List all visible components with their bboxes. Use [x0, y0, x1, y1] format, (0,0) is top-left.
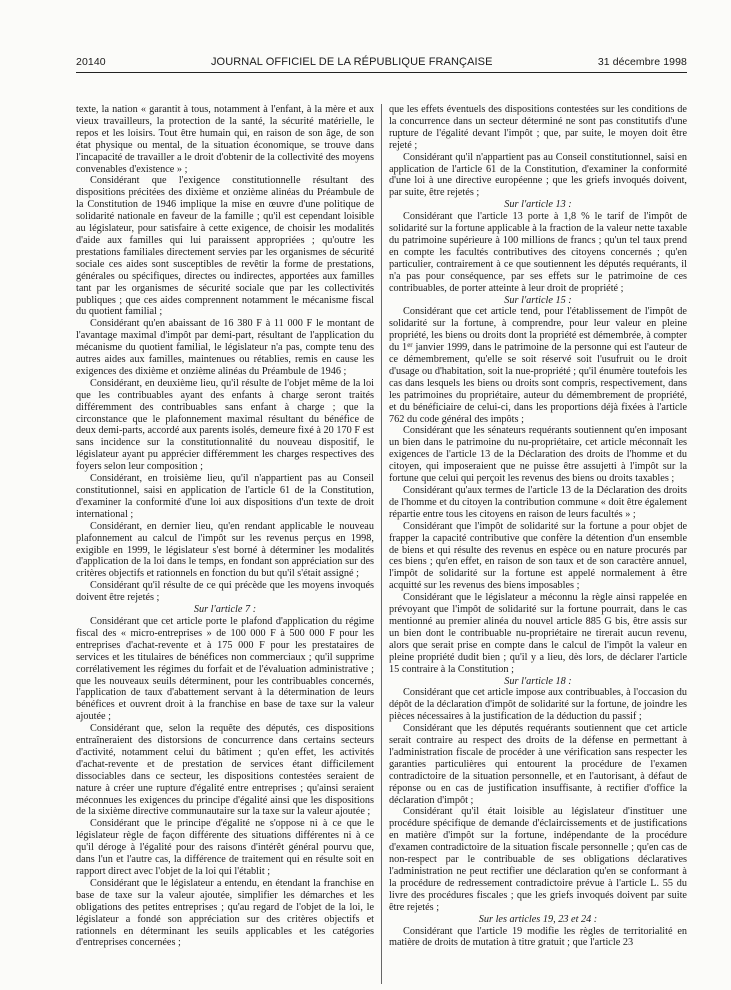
paragraph: Considérant, en deuxième lieu, qu'il résulte de l'objet même de la loi que les contribuables ayant des enfants à charge seront traités différemment des contribuables sans enfant à charge ; que la circonstance que le plafonnement maximal résultant du bénéfice de deux demi-parts, accordé aux parents isolés, demeure fixé à 20 170 F est sans incidence sur la constitutionnalité du nouveau dispositif, le législateur ayant pu apprécier différemment les charges respectives des foyers selon leur composition ; [76, 377, 374, 473]
paragraph: Considérant que l'article 13 porte à 1,8 % le tarif de l'impôt de solidarité sur la fortune applicable à la fraction de la valeur nette taxable du patrimoine supérieure à 100 millions de francs ; qu'un tel taux prend en compte les facultés contributives des citoyens concernés ; qu'en particulier, contrairement à ce que soutiennent les députés requérants, il n'a pas pour conséquence, par ses effets sur le patrimoine de ces contribuables, de porter atteinte à leur droit de propriété ; [389, 211, 687, 294]
left-column [76, 104, 374, 984]
paragraph: Considérant qu'il résulte de ce qui précède que les moyens invoqués doivent être rejetés ; [76, 580, 374, 604]
paragraph: Considérant que les députés requérants soutiennent que cet article serait contraire au respect des droits de la défense en permettant à l'administration fiscale de procéder à une vérification sans respecter les garanties particulières qui entourent la procédure de l'examen contradictoire de la situation personnelle, et en l'autorisant, à défaut de réponse ou en cas de justification insuffisante, à rectifier d'office la déclaration d'impôt ; [389, 723, 687, 806]
column-divider [381, 104, 382, 984]
paragraph: Considérant qu'en abaissant de 16 380 F à 11 000 F le montant de l'avantage maximal d'impôt par demi-part, résultant de l'application du mécanisme du quotient familial, le législateur n'a pas, compte tenu des autres aides aux familles, maintenues ou rétablies, remis en cause les exigences des dixième et onzième alinéas du Préambule de 1946 ; [76, 318, 374, 377]
right-column [389, 104, 687, 984]
text-columns [76, 104, 687, 984]
section-subheading: Sur l'article 15 : [504, 294, 572, 306]
publication-date: 31 décembre 1998 [597, 56, 687, 68]
header-rule [76, 72, 687, 73]
page-header [76, 56, 687, 68]
paragraph: que les effets éventuels des dispositions contestées sur les conditions de la concurrence dans un secteur déterminé ne sont pas constitutifs d'une rupture de l'égalité devant l'impôt ; que, par suite, le moyen doit être rejeté ; [389, 104, 687, 151]
paragraph: texte, la nation « garantit à tous, notamment à l'enfant, à la mère et aux vieux travailleurs, la protection de la santé, la sécurité matérielle, le repos et les loisirs. Tout être humain qui, en raison de son âge, de son état physique ou mental, de la situation économique, se trouve dans l'incapacité de travailler a le droit d'obtenir de la collectivité des moyens convenables d'existence » ; [76, 104, 374, 175]
journal-title: JOURNAL OFFICIEL DE LA RÉPUBLIQUE FRANÇAISE [210, 56, 493, 68]
section-subheading: Sur l'article 13 : [504, 199, 572, 211]
paragraph: Considérant, en troisième lieu, qu'il n'appartient pas au Conseil constitutionnel, saisi en application de l'article 61 de la Constitution, d'examiner la conformité d'une loi aux dispositions d'un texte de droit international ; [76, 473, 374, 520]
paragraph: Considérant que l'exigence constitutionnelle résultant des dispositions précitées des dixième et onzième alinéas du Préambule de la Constitution de 1946 implique la mise en œuvre d'une politique de solidarité nationale en faveur de la famille ; qu'il est cependant loisible au législateur, pour satisfaire à cette exigence, de choisir les modalités d'aide aux familles qui lui paraissent appropriées ; qu'outre les prestations familiales directement servies par les organismes de sécurité sociale ces aides sont susceptibles de revêtir la forme de prestations, générales ou spécifiques, directes ou indirectes, apportées aux familles tant par les organismes de sécurité sociale que par les collectivités publiques ; que ces aides comprennent notamment le mécanisme fiscal du quotient familial ; [76, 175, 374, 318]
paragraph: Considérant que cet article porte le plafond d'application du régime fiscal des « micro-entreprises » de 100 000 F à 500 000 F pour les entreprises d'achat-revente et à 175 000 F pour les prestataires de services et les titulaires de bénéfices non commerciaux ; qu'il supprime corrélativement les régimes du forfait et de l'évaluation administrative ; que les nouveaux seuils déterminent, pour les contribuables concernés, l'application de taux d'abattement servant à la détermination de leurs bénéfices et ouvrent droit à la franchise en base de taxe sur la valeur ajoutée ; [76, 615, 374, 723]
section-subheading: Sur l'article 18 : [504, 675, 572, 687]
paragraph: Considérant qu'il n'appartient pas au Conseil constitutionnel, saisi en application de l'article 61 de la Constitution, d'examiner la conformité d'une loi à une directive européenne ; que les griefs invoqués doivent, par suite, être rejetés ; [389, 151, 687, 199]
paragraph: Considérant, en dernier lieu, qu'en rendant applicable le nouveau plafonnement au calcul de l'impôt sur les revenus perçus en 1998, exigible en 1999, le législateur s'est borné à déterminer les modalités d'application de la loi dans le temps, en fondant son appréciation sur des critères objectifs et rationnels en fonction du but qu'il s'était assigné ; [76, 520, 374, 580]
paragraph: Considérant que, selon la requête des députés, ces dispositions entraîneraient des distorsions de concurrence dans certains secteurs d'activité, notamment celui du bâtiment ; qu'en effet, les activités d'achat-revente et de prestation de services étant difficilement dissociables dans ce secteur, les dispositions contestées seraient de nature à créer une rupture d'égalité entre entreprises ; qu'ainsi seraient méconnues les exigences du principe d'égalité ainsi que les dispositions de la sixième directive communautaire sur la taxe sur la valeur ajoutée ; [76, 723, 374, 818]
paragraph: Considérant que cet article tend, pour l'établissement de l'impôt de solidarité sur la fortune, à comprendre, pour leur valeur en pleine propriété, les biens ou droits dont la propriété est démembrée, à compter du 1er janvier 1999, dans le patrimoine de la personne qui est l'auteur de ce démembrement, qu'elle se soit réservé soit l'usufruit ou le droit d'usage ou d'habitation, soit la nue-propriété ; qu'il énumère toutefois les cas dans lesquels les biens ou droits sont compris, respectivement, dans les patrimoines du propriétaire, auteur du démembrement de propriété, et du bénéficiaire de celui-ci, dans les proportions déjà fixées à l'article 762 du code général des impôts ; [389, 306, 687, 425]
section-subheading: Sur les articles 19, 23 et 24 : [478, 913, 598, 925]
paragraph: Considérant que l'impôt de solidarité sur la fortune a pour objet de frapper la capacité contributive que confère la détention d'un ensemble de biens et qui résulte des revenus en espèce ou en nature procurés par ces biens ; qu'en effet, en raison de son taux et de son caractère annuel, l'impôt de solidarité sur la fortune est appelé normalement à être acquitté sur les revenus des biens imposables ; [389, 520, 687, 592]
paragraph: Considérant qu'aux termes de l'article 13 de la Déclaration des droits de l'homme et du citoyen la contribution commune « doit être également répartie entre tous les citoyens en raison de leurs facultés » ; [389, 485, 687, 520]
paragraph: Considérant que l'article 19 modifie les règles de territorialité en matière de droits de mutation à titre gratuit ; que l'article 23 [389, 925, 687, 949]
paragraph: Considérant que cet article impose aux contribuables, à l'occasion du dépôt de la déclaration d'impôt de solidarité sur la fortune, de joindre les pièces nécessaires à la justification de la déduction du passif ; [389, 687, 687, 723]
paragraph: Considérant que le principe d'égalité ne s'oppose ni à ce que le législateur règle de façon différente des situations différentes ni à ce qu'il déroge à l'égalité pour des raisons d'intérêt général pourvu que, dans l'un et l'autre cas, la différence de traitement qui en résulte soit en rapport direct avec l'objet de la loi qui l'établit ; [76, 818, 374, 877]
section-subheading: Sur l'article 7 : [193, 604, 257, 616]
paragraph: Considérant que les sénateurs requérants soutiennent qu'en imposant un bien dans le patrimoine du nu-propriétaire, cet article méconnaît les exigences de l'article 13 de la Déclaration des droits de l'homme et du citoyen, qui imposeraient que ne puisse être assujetti à l'impôt sur la fortune que celui qui perçoit les revenus des biens ou droits taxables ; [389, 425, 687, 485]
paragraph: Considérant qu'il était loisible au législateur d'instituer une procédure spécifique de demande d'éclaircissements et de justifications en matière d'impôt sur la fortune, indépendante de la procédure d'examen contradictoire de la situation fiscale personnelle ; qu'en cas de non-respect par le contribuable de ses obligations déclaratives l'administration ne peut rectifier une déclaration qu'en se conformant à la procédure de redressement contradictoire prévue à l'article L. 55 du livre des procédures fiscales ; que les griefs invoqués doivent par suite être rejetés ; [389, 806, 687, 913]
paragraph: Considérant que le législateur a entendu, en étendant la franchise en base de taxe sur la valeur ajoutée, simplifier les démarches et les obligations des petites entreprises ; qu'au regard de l'objet de la loi, le législateur a fondé son appréciation sur des critères objectifs et rationnels en déterminant les seuils applicables et les catégories d'entreprises concernées ; [76, 877, 374, 949]
paragraph: Considérant que le législateur a méconnu la règle ainsi rappelée en prévoyant que l'impôt de solidarité sur la fortune pourrait, dans le cas mentionné au premier alinéa du nouvel article 885 G bis, être assis sur un bien dont le contribuable nu-propriétaire ne tirerait aucun revenu, alors que serait prise en compte dans le calcul de l'impôt la valeur en pleine propriété dudit bien ; qu'il y a lieu, dès lors, de déclarer l'article 15 contraire à la Constitution ; [389, 592, 687, 675]
page-number: 20140 [76, 56, 106, 68]
